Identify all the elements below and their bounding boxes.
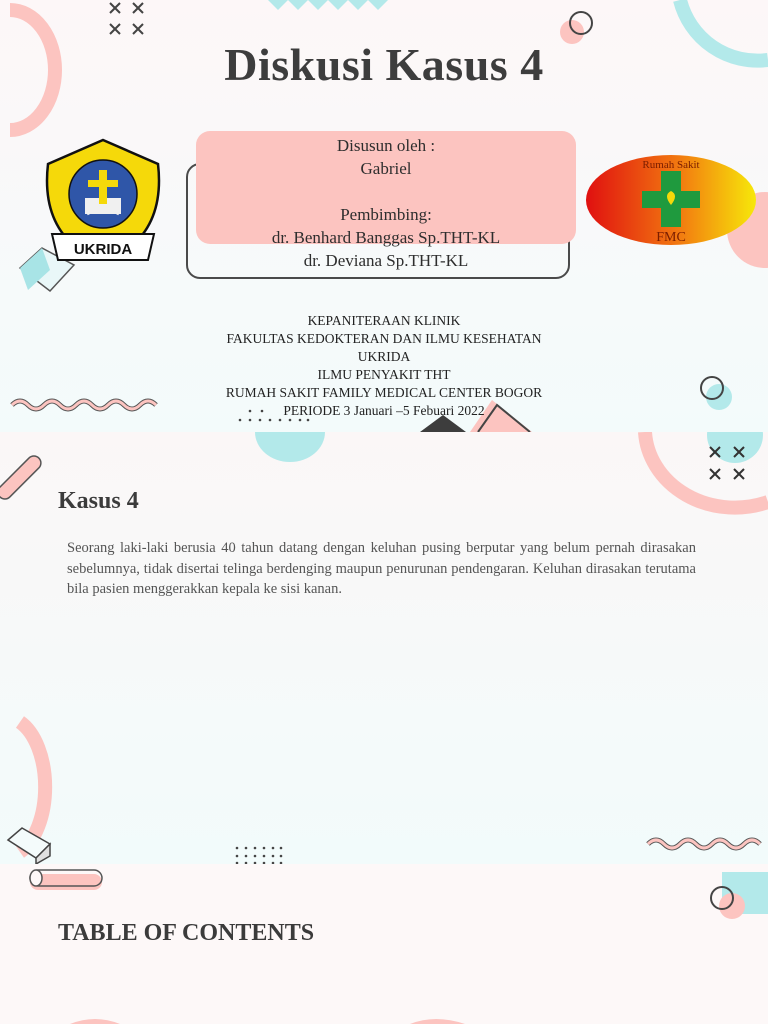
author-info — [186, 134, 586, 272]
toc-heading: TABLE OF CONTENTS — [58, 920, 315, 946]
cross-marks-top-left — [110, 3, 143, 34]
fmc-logo — [585, 153, 757, 248]
institution-line: KEPANITERAAN KLINIK — [307, 313, 461, 328]
teal-zigzag — [268, 0, 388, 10]
institution-line: ILMU PENYAKIT THT — [317, 367, 451, 382]
author-line: Gabriel — [360, 159, 412, 178]
case-description: Seorang laki-laki berusia 40 tahun datang dengan keluhan pusing berputar yang belum pernah dirasakan sebelumnya, tidak disertai telinga berdenging maupun penurunan pendengaran. Keluhan dirasakan terutama bila pasien menggerakkan kepala ke sisi kanan. — [67, 540, 696, 597]
case-slide — [0, 432, 768, 864]
author-line: Pembimbing: — [340, 205, 432, 224]
ukrida-logo — [38, 136, 168, 271]
ukrida-banner-text: UKRIDA — [73, 241, 133, 258]
institution-line: UKRIDA — [357, 349, 411, 364]
institution-info — [184, 312, 584, 420]
toc-slide — [0, 864, 768, 1024]
institution-line: RUMAH SAKIT FAMILY MEDICAL CENTER BOGOR — [225, 385, 543, 400]
author-line: dr. Deviana Sp.THT-KL — [303, 251, 469, 270]
institution-line: FAKULTAS KEDOKTERAN DAN ILMU KESEHATAN — [226, 331, 542, 346]
title-slide — [0, 0, 768, 432]
case-heading: Kasus 4 — [58, 488, 139, 514]
author-line: dr. Benhard Banggas Sp.THT-KL — [271, 228, 501, 247]
fmc-bottom-text: FMC — [656, 230, 686, 245]
fmc-top-text: Rumah Sakit — [642, 159, 700, 171]
author-line — [186, 180, 586, 203]
page-title: Diskusi Kasus 4 — [224, 39, 544, 90]
author-line: Disusun oleh : — [336, 136, 436, 155]
institution-line: PERIODE 3 Januari –5 Febuari 2022 — [283, 403, 485, 418]
